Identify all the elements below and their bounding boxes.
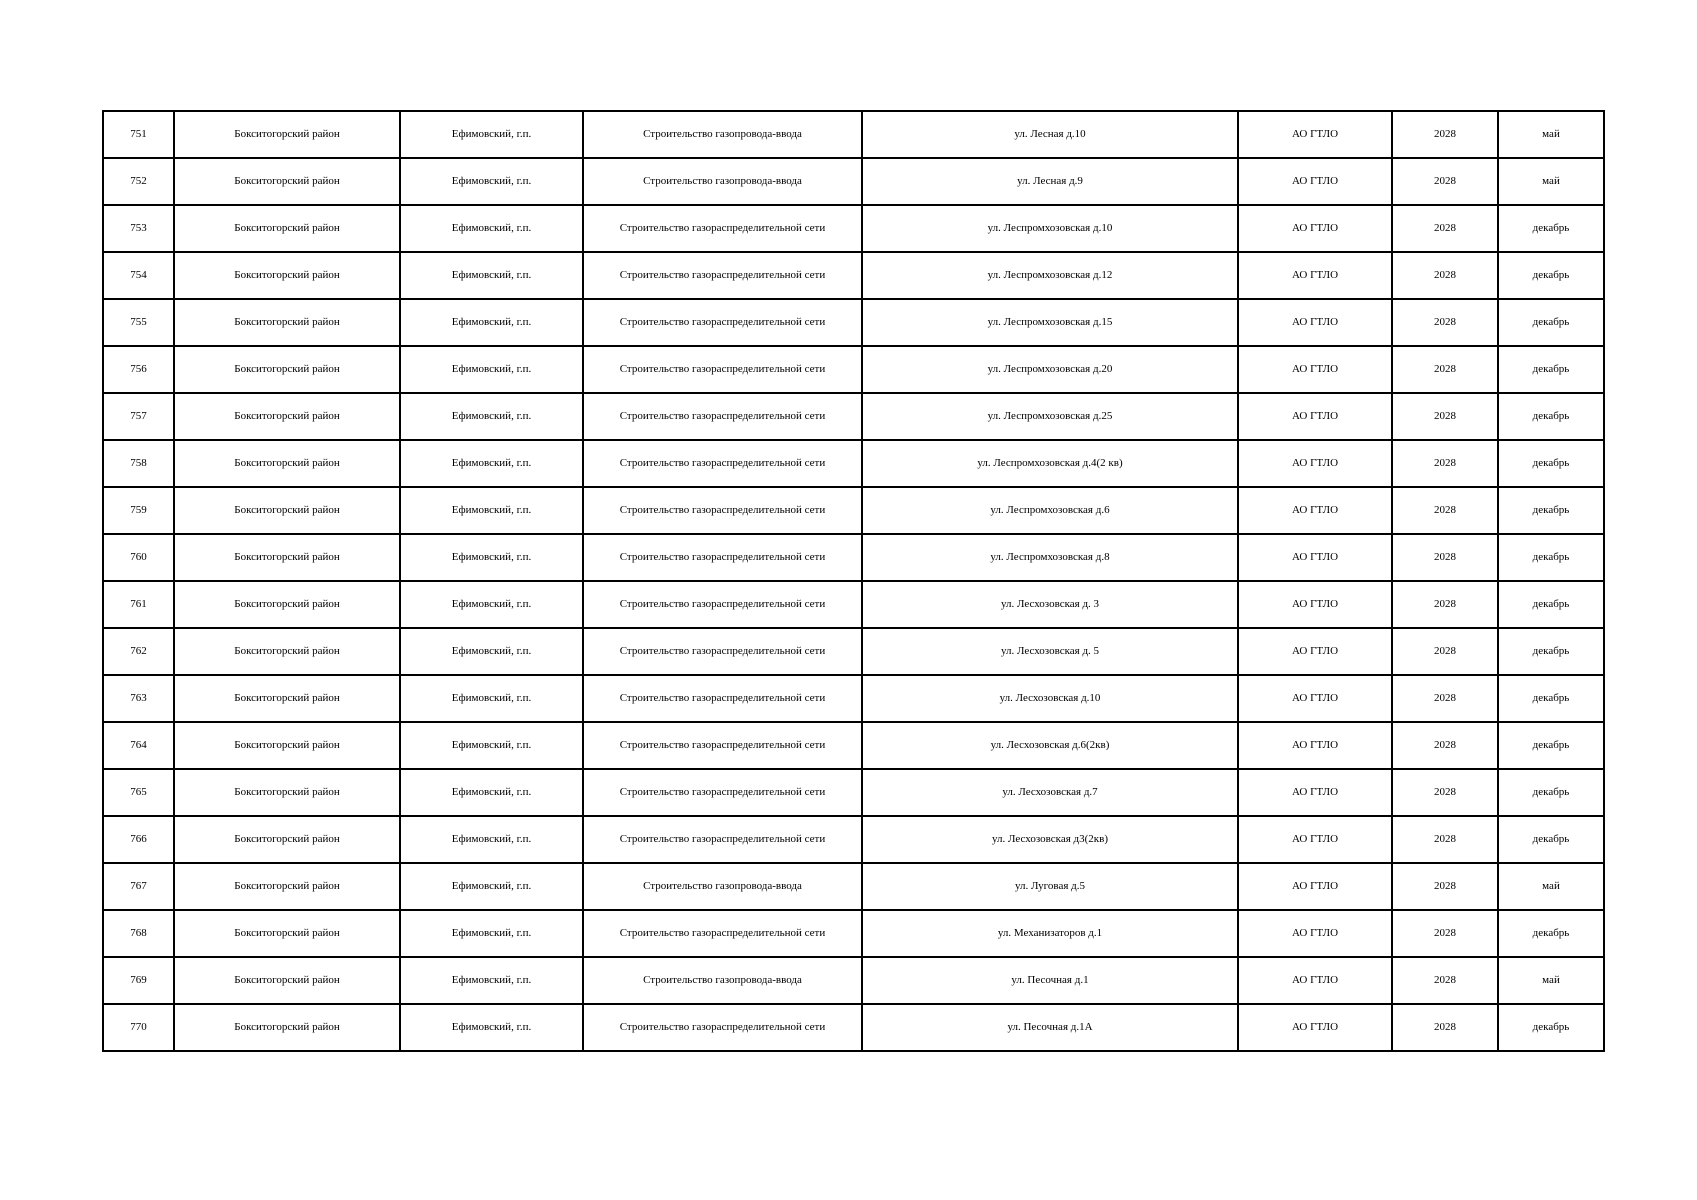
district-cell: Бокситогорский район	[174, 252, 400, 299]
address-cell: ул. Лесхозовская д.10	[862, 675, 1238, 722]
organization-cell: АО ГТЛО	[1238, 534, 1392, 581]
row-number-cell: 752	[103, 158, 174, 205]
year-cell: 2028	[1392, 675, 1498, 722]
organization-cell: АО ГТЛО	[1238, 1004, 1392, 1051]
address-cell: ул. Леспромхозовская д.8	[862, 534, 1238, 581]
organization-cell: АО ГТЛО	[1238, 628, 1392, 675]
address-cell: ул. Леспромхозовская д.4(2 кв)	[862, 440, 1238, 487]
district-cell: Бокситогорский район	[174, 299, 400, 346]
row-number-cell: 764	[103, 722, 174, 769]
month-cell: декабрь	[1498, 346, 1604, 393]
year-cell: 2028	[1392, 769, 1498, 816]
settlement-cell: Ефимовский, г.п.	[400, 158, 583, 205]
district-cell: Бокситогорский район	[174, 628, 400, 675]
address-cell: ул. Лесхозовская д.7	[862, 769, 1238, 816]
organization-cell: АО ГТЛО	[1238, 487, 1392, 534]
organization-cell: АО ГТЛО	[1238, 440, 1392, 487]
district-cell: Бокситогорский район	[174, 393, 400, 440]
district-cell: Бокситогорский район	[174, 440, 400, 487]
settlement-cell: Ефимовский, г.п.	[400, 393, 583, 440]
settlement-cell: Ефимовский, г.п.	[400, 910, 583, 957]
row-number-cell: 766	[103, 816, 174, 863]
work-type-cell: Строительство газораспределительной сети	[583, 816, 862, 863]
row-number-cell: 761	[103, 581, 174, 628]
row-number-cell: 763	[103, 675, 174, 722]
row-number-cell: 767	[103, 863, 174, 910]
settlement-cell: Ефимовский, г.п.	[400, 440, 583, 487]
work-type-cell: Строительство газораспределительной сети	[583, 675, 862, 722]
address-cell: ул. Механизаторов д.1	[862, 910, 1238, 957]
district-cell: Бокситогорский район	[174, 534, 400, 581]
work-type-cell: Строительство газопровода-ввода	[583, 111, 862, 158]
work-type-cell: Строительство газораспределительной сети	[583, 581, 862, 628]
month-cell: май	[1498, 957, 1604, 1004]
work-type-cell: Строительство газораспределительной сети	[583, 722, 862, 769]
year-cell: 2028	[1392, 158, 1498, 205]
work-type-cell: Строительство газораспределительной сети	[583, 393, 862, 440]
work-type-cell: Строительство газораспределительной сети	[583, 440, 862, 487]
row-number-cell: 753	[103, 205, 174, 252]
district-cell: Бокситогорский район	[174, 158, 400, 205]
table-row	[103, 1004, 1604, 1051]
settlement-cell: Ефимовский, г.п.	[400, 252, 583, 299]
address-cell: ул. Песочная д.1А	[862, 1004, 1238, 1051]
table-row	[103, 252, 1604, 299]
year-cell: 2028	[1392, 863, 1498, 910]
year-cell: 2028	[1392, 393, 1498, 440]
table-row	[103, 910, 1604, 957]
settlement-cell: Ефимовский, г.п.	[400, 769, 583, 816]
table-row	[103, 863, 1604, 910]
table-row	[103, 769, 1604, 816]
work-type-cell: Строительство газораспределительной сети	[583, 628, 862, 675]
year-cell: 2028	[1392, 440, 1498, 487]
organization-cell: АО ГТЛО	[1238, 111, 1392, 158]
row-number-cell: 755	[103, 299, 174, 346]
month-cell: декабрь	[1498, 1004, 1604, 1051]
table-row	[103, 158, 1604, 205]
month-cell: май	[1498, 158, 1604, 205]
month-cell: декабрь	[1498, 393, 1604, 440]
organization-cell: АО ГТЛО	[1238, 205, 1392, 252]
settlement-cell: Ефимовский, г.п.	[400, 1004, 583, 1051]
settlement-cell: Ефимовский, г.п.	[400, 205, 583, 252]
address-cell: ул. Леспромхозовская д.15	[862, 299, 1238, 346]
year-cell: 2028	[1392, 487, 1498, 534]
district-cell: Бокситогорский район	[174, 863, 400, 910]
table-row	[103, 205, 1604, 252]
organization-cell: АО ГТЛО	[1238, 863, 1392, 910]
month-cell: декабрь	[1498, 487, 1604, 534]
organization-cell: АО ГТЛО	[1238, 581, 1392, 628]
organization-cell: АО ГТЛО	[1238, 675, 1392, 722]
work-type-cell: Строительство газораспределительной сети	[583, 1004, 862, 1051]
row-number-cell: 770	[103, 1004, 174, 1051]
district-cell: Бокситогорский район	[174, 581, 400, 628]
month-cell: май	[1498, 111, 1604, 158]
settlement-cell: Ефимовский, г.п.	[400, 111, 583, 158]
organization-cell: АО ГТЛО	[1238, 769, 1392, 816]
month-cell: декабрь	[1498, 440, 1604, 487]
address-cell: ул. Лесхозовская д.6(2кв)	[862, 722, 1238, 769]
year-cell: 2028	[1392, 910, 1498, 957]
organization-cell: АО ГТЛО	[1238, 910, 1392, 957]
table-row	[103, 628, 1604, 675]
table-row	[103, 581, 1604, 628]
row-number-cell: 762	[103, 628, 174, 675]
work-type-cell: Строительство газораспределительной сети	[583, 346, 862, 393]
settlement-cell: Ефимовский, г.п.	[400, 816, 583, 863]
table-row	[103, 111, 1604, 158]
organization-cell: АО ГТЛО	[1238, 957, 1392, 1004]
row-number-cell: 754	[103, 252, 174, 299]
address-cell: ул. Луговая д.5	[862, 863, 1238, 910]
row-number-cell: 768	[103, 910, 174, 957]
table-row	[103, 393, 1604, 440]
address-cell: ул. Леспромхозовская д.25	[862, 393, 1238, 440]
work-type-cell: Строительство газопровода-ввода	[583, 158, 862, 205]
row-number-cell: 765	[103, 769, 174, 816]
table-row	[103, 440, 1604, 487]
work-type-cell: Строительство газопровода-ввода	[583, 957, 862, 1004]
work-type-cell: Строительство газораспределительной сети	[583, 299, 862, 346]
settlement-cell: Ефимовский, г.п.	[400, 487, 583, 534]
year-cell: 2028	[1392, 957, 1498, 1004]
district-cell: Бокситогорский район	[174, 205, 400, 252]
district-cell: Бокситогорский район	[174, 769, 400, 816]
table-row	[103, 816, 1604, 863]
year-cell: 2028	[1392, 816, 1498, 863]
settlement-cell: Ефимовский, г.п.	[400, 628, 583, 675]
settlement-cell: Ефимовский, г.п.	[400, 863, 583, 910]
row-number-cell: 757	[103, 393, 174, 440]
district-cell: Бокситогорский район	[174, 910, 400, 957]
address-cell: ул. Леспромхозовская д.10	[862, 205, 1238, 252]
settlement-cell: Ефимовский, г.п.	[400, 722, 583, 769]
district-cell: Бокситогорский район	[174, 957, 400, 1004]
row-number-cell: 758	[103, 440, 174, 487]
month-cell: декабрь	[1498, 816, 1604, 863]
row-number-cell: 759	[103, 487, 174, 534]
organization-cell: АО ГТЛО	[1238, 393, 1392, 440]
work-type-cell: Строительство газораспределительной сети	[583, 487, 862, 534]
year-cell: 2028	[1392, 205, 1498, 252]
month-cell: декабрь	[1498, 299, 1604, 346]
month-cell: декабрь	[1498, 910, 1604, 957]
district-cell: Бокситогорский район	[174, 111, 400, 158]
month-cell: декабрь	[1498, 252, 1604, 299]
organization-cell: АО ГТЛО	[1238, 158, 1392, 205]
month-cell: декабрь	[1498, 581, 1604, 628]
organization-cell: АО ГТЛО	[1238, 722, 1392, 769]
month-cell: декабрь	[1498, 769, 1604, 816]
work-type-cell: Строительство газораспределительной сети	[583, 910, 862, 957]
year-cell: 2028	[1392, 252, 1498, 299]
address-cell: ул. Лесхозовская д. 3	[862, 581, 1238, 628]
year-cell: 2028	[1392, 534, 1498, 581]
table-row	[103, 957, 1604, 1004]
address-cell: ул. Леспромхозовская д.20	[862, 346, 1238, 393]
year-cell: 2028	[1392, 722, 1498, 769]
table-row	[103, 675, 1604, 722]
address-cell: ул. Лесная д.10	[862, 111, 1238, 158]
address-cell: ул. Леспромхозовская д.6	[862, 487, 1238, 534]
gasification-schedule-table	[102, 110, 1605, 1052]
table-row	[103, 487, 1604, 534]
address-cell: ул. Песочная д.1	[862, 957, 1238, 1004]
month-cell: декабрь	[1498, 534, 1604, 581]
address-cell: ул. Лесхозовская д3(2кв)	[862, 816, 1238, 863]
district-cell: Бокситогорский район	[174, 1004, 400, 1051]
table-row	[103, 534, 1604, 581]
settlement-cell: Ефимовский, г.п.	[400, 346, 583, 393]
row-number-cell: 756	[103, 346, 174, 393]
organization-cell: АО ГТЛО	[1238, 346, 1392, 393]
district-cell: Бокситогорский район	[174, 487, 400, 534]
table-row	[103, 346, 1604, 393]
district-cell: Бокситогорский район	[174, 816, 400, 863]
year-cell: 2028	[1392, 299, 1498, 346]
year-cell: 2028	[1392, 111, 1498, 158]
table-row	[103, 722, 1604, 769]
address-cell: ул. Леспромхозовская д.12	[862, 252, 1238, 299]
month-cell: декабрь	[1498, 205, 1604, 252]
organization-cell: АО ГТЛО	[1238, 252, 1392, 299]
table-row	[103, 299, 1604, 346]
month-cell: май	[1498, 863, 1604, 910]
work-type-cell: Строительство газораспределительной сети	[583, 534, 862, 581]
settlement-cell: Ефимовский, г.п.	[400, 581, 583, 628]
work-type-cell: Строительство газораспределительной сети	[583, 769, 862, 816]
month-cell: декабрь	[1498, 628, 1604, 675]
year-cell: 2028	[1392, 628, 1498, 675]
district-cell: Бокситогорский район	[174, 722, 400, 769]
year-cell: 2028	[1392, 1004, 1498, 1051]
work-type-cell: Строительство газопровода-ввода	[583, 863, 862, 910]
settlement-cell: Ефимовский, г.п.	[400, 957, 583, 1004]
settlement-cell: Ефимовский, г.п.	[400, 299, 583, 346]
address-cell: ул. Лесная д.9	[862, 158, 1238, 205]
district-cell: Бокситогорский район	[174, 346, 400, 393]
month-cell: декабрь	[1498, 722, 1604, 769]
address-cell: ул. Лесхозовская д. 5	[862, 628, 1238, 675]
row-number-cell: 760	[103, 534, 174, 581]
month-cell: декабрь	[1498, 675, 1604, 722]
settlement-cell: Ефимовский, г.п.	[400, 534, 583, 581]
settlement-cell: Ефимовский, г.п.	[400, 675, 583, 722]
work-type-cell: Строительство газораспределительной сети	[583, 252, 862, 299]
organization-cell: АО ГТЛО	[1238, 299, 1392, 346]
year-cell: 2028	[1392, 346, 1498, 393]
year-cell: 2028	[1392, 581, 1498, 628]
district-cell: Бокситогорский район	[174, 675, 400, 722]
row-number-cell: 769	[103, 957, 174, 1004]
organization-cell: АО ГТЛО	[1238, 816, 1392, 863]
work-type-cell: Строительство газораспределительной сети	[583, 205, 862, 252]
row-number-cell: 751	[103, 111, 174, 158]
table-body	[103, 111, 1604, 1051]
